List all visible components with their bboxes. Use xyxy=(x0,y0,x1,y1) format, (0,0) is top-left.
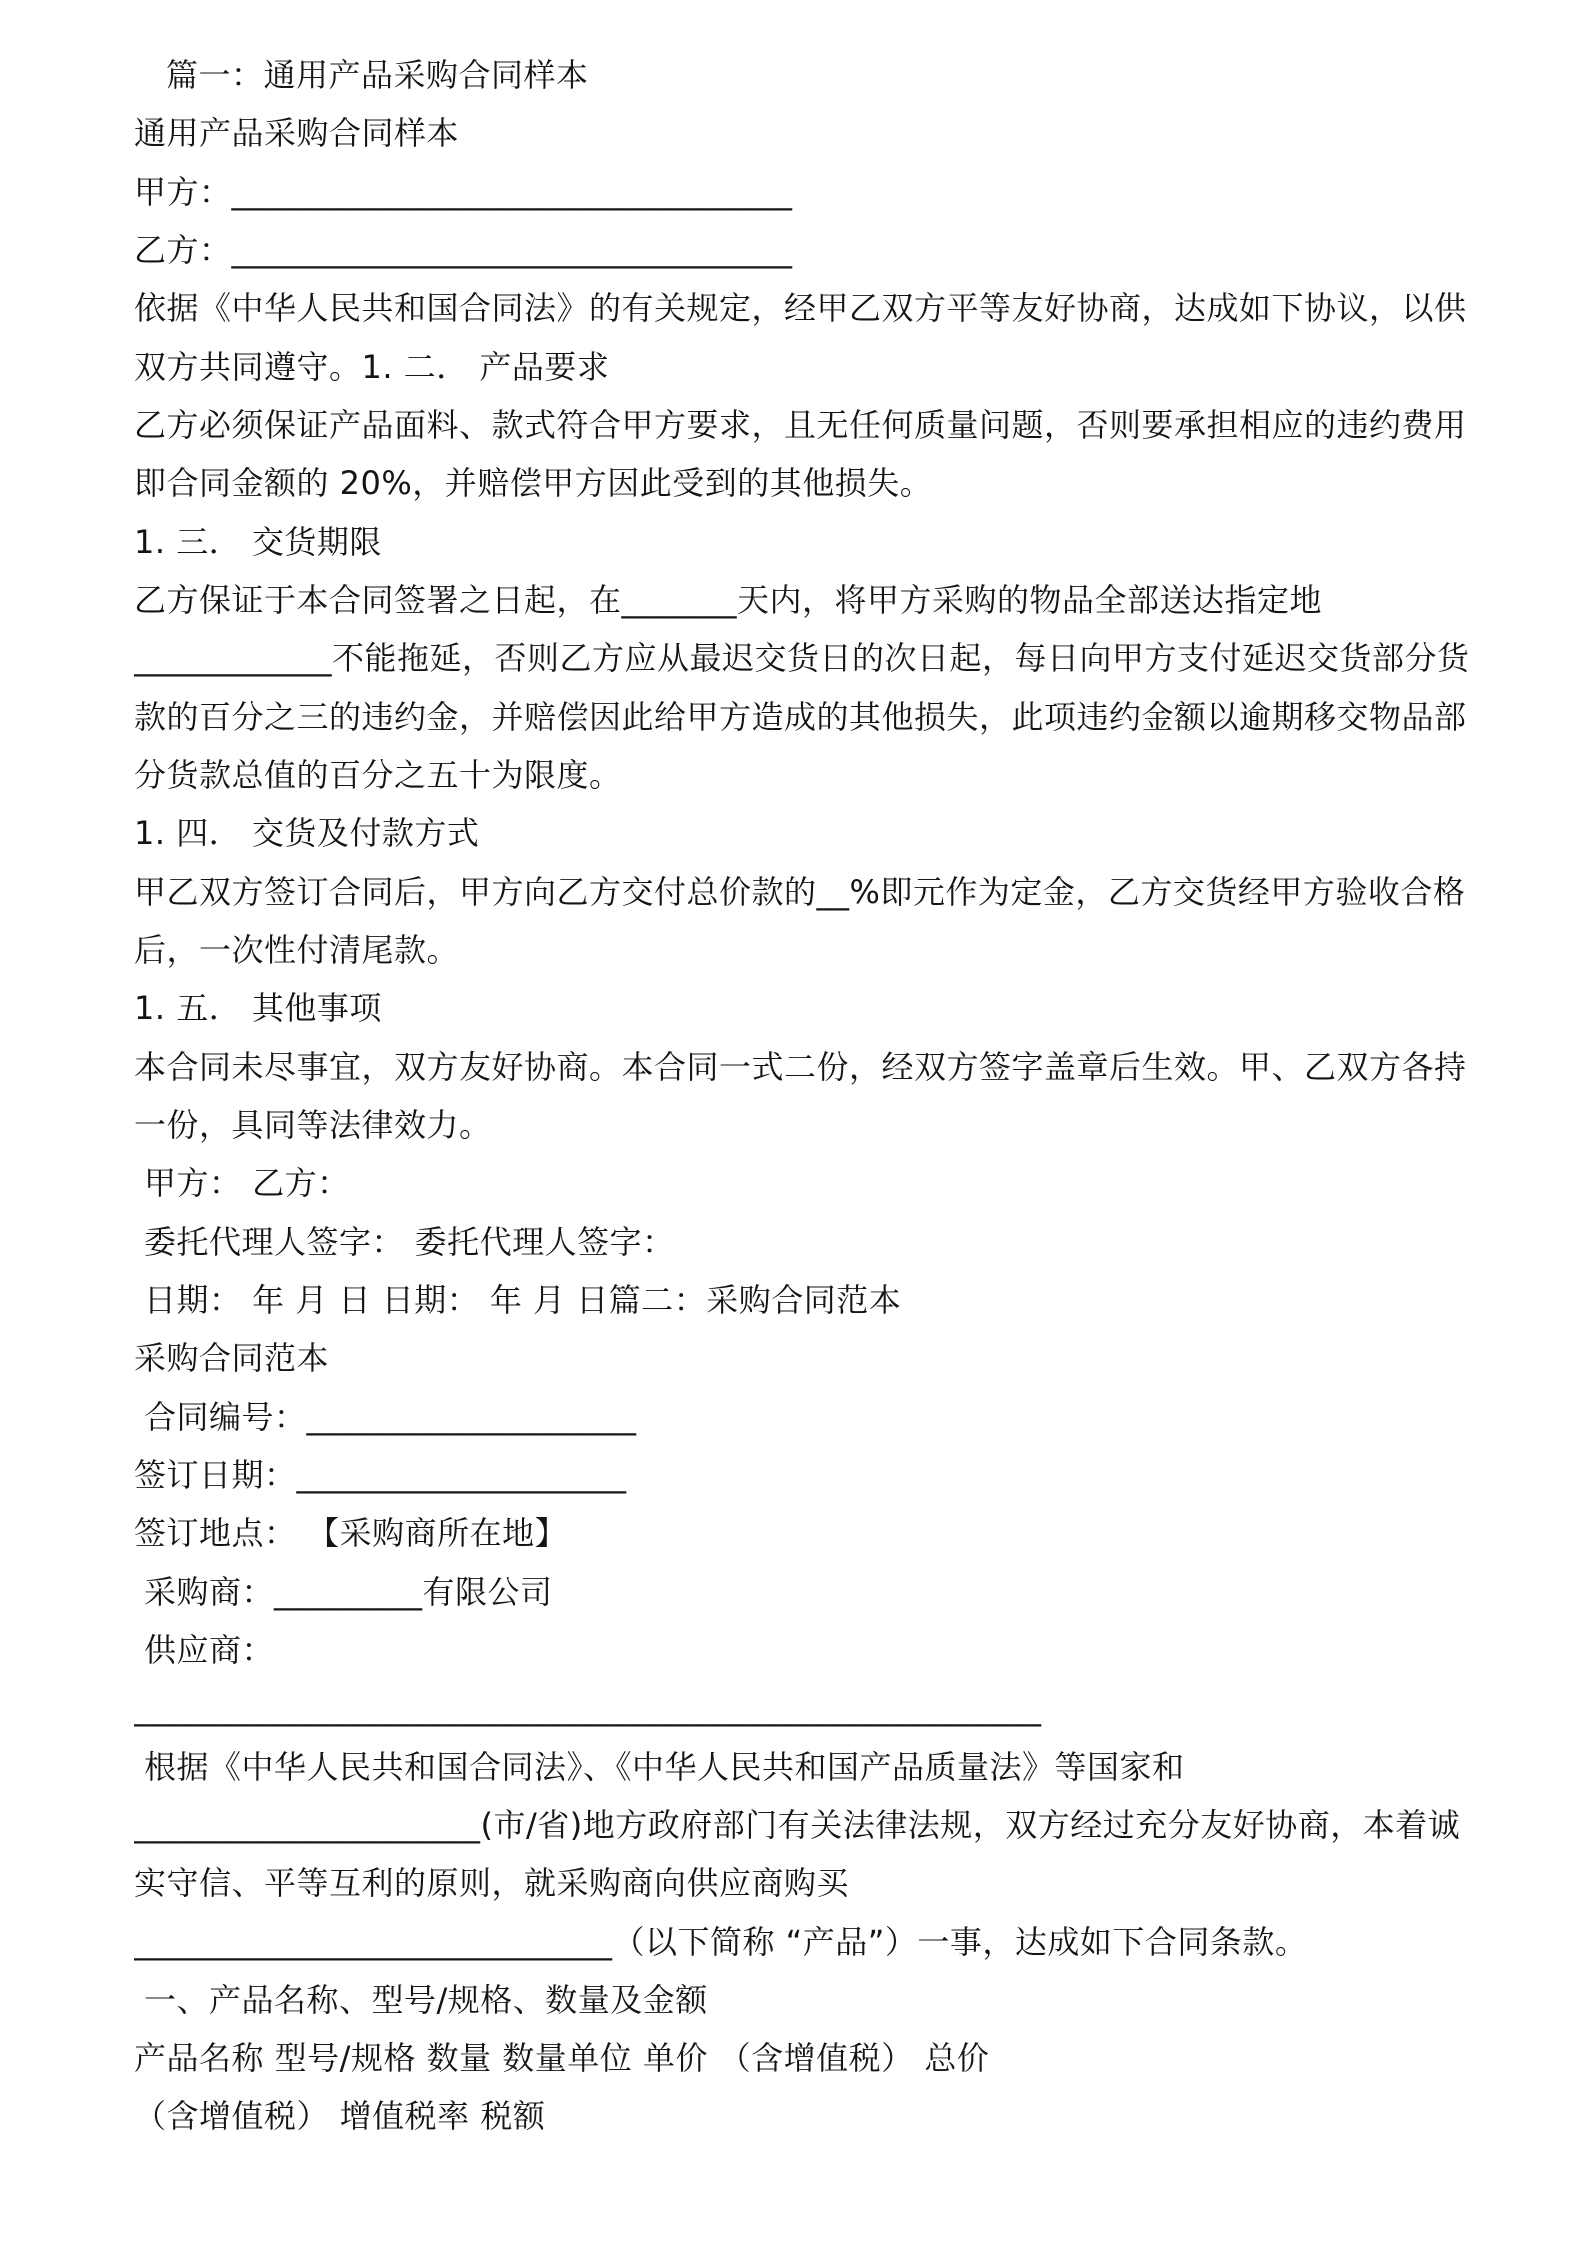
supplier-blank-line: _______________________________________________________ xyxy=(134,1689,1042,1728)
other-matters-heading: 1. 五． 其他事项 xyxy=(134,989,382,1028)
payment-section-heading: 1. 四． 交货及付款方式 xyxy=(134,814,480,853)
other-matters-line: 一份，具同等法律效力。 xyxy=(134,1105,492,1144)
document-title-2: 采购合同范本 xyxy=(134,1339,330,1378)
signing-date-field: 签订日期：____________________ xyxy=(134,1455,627,1494)
supplier-field: 供应商： xyxy=(144,1630,275,1669)
part-heading: 篇一：通用产品采购合同样本 xyxy=(166,56,589,94)
party-a-field: 甲方：__________________________________ xyxy=(134,172,793,211)
party-b-field: 乙方：__________________________________ xyxy=(134,230,793,269)
product-requirements-line: 即合同金额的 20%，并赔偿甲方因此受到的其他损失。 xyxy=(134,464,933,503)
contract-number-field: 合同编号：____________________ xyxy=(144,1397,637,1436)
section-1-heading: 一、产品名称、型号/规格、数量及金额 xyxy=(144,1980,708,2019)
payment-terms-line: 甲乙双方签订合同后，甲方向乙方交付总价款的__%即元作为定金，乙方交货经甲方验收合格 xyxy=(134,872,1466,911)
document-title: 通用产品采购合同样本 xyxy=(134,114,460,153)
table-header-line: （含增值税） 增值税率 税额 xyxy=(134,2097,546,2136)
preamble-line-2: _____________________(市/省)地方政府部门有关法律法规，双方经过充分友好协商，本着诚 xyxy=(134,1805,1461,1844)
delivery-terms-line: 款的百分之三的违约金，并赔偿因此给甲方造成的其他损失，此项违约金额以逾期移交物品部 xyxy=(134,697,1467,736)
delivery-terms-line: 分货款总值的百分之五十为限度。 xyxy=(134,755,622,794)
preamble-line-2: _____________________________（以下简称 “产品”）一事，达成如下合同条款。 xyxy=(134,1922,1308,1961)
signature-agents-line: 委托代理人签字： 委托代理人签字： xyxy=(144,1222,675,1261)
signature-dates-line: 日期： 年 月 日 日期： 年 月 日篇二：采购合同范本 xyxy=(144,1280,902,1319)
delivery-terms-line: 乙方保证于本合同签署之日起，在_______天内，将甲方采购的物品全部送达指定地 xyxy=(134,580,1323,619)
preamble-line: 依据《中华人民共和国合同法》的有关规定，经甲乙双方平等友好协商，达成如下协议，以供 xyxy=(134,289,1467,328)
payment-terms-line: 后，一次性付清尾款。 xyxy=(134,930,460,969)
other-matters-line: 本合同未尽事宜，双方友好协商。本合同一式二份，经双方签字盖章后生效。甲、乙双方各持 xyxy=(134,1047,1467,1086)
product-requirements-line: 乙方必须保证产品面料、款式符合甲方要求，且无任何质量问题，否则要承担相应的违约费用 xyxy=(134,405,1467,444)
preamble-line-2: 根据《中华人民共和国合同法》、《中华人民共和国产品质量法》等国家和 xyxy=(144,1747,1185,1786)
preamble-line-2: 实守信、平等互利的原则，就采购商向供应商购买 xyxy=(134,1864,850,1903)
table-header-line: 产品名称 型号/规格 数量 数量单位 单价 （含增值税） 总价 xyxy=(134,2039,990,2078)
preamble-line: 双方共同遵守。1. 二． 产品要求 xyxy=(134,347,610,386)
signature-parties-line: 甲方： 乙方： xyxy=(144,1164,350,1203)
delivery-terms-line: ____________不能拖延，否则乙方应从最迟交货日的次日起，每日向甲方支付延迟交货部分货 xyxy=(134,639,1470,678)
delivery-section-heading: 1. 三． 交货期限 xyxy=(134,522,382,561)
purchaser-field: 采购商：_________有限公司 xyxy=(144,1572,553,1611)
signing-place-field: 签订地点： 【采购商所在地】 xyxy=(134,1514,568,1553)
